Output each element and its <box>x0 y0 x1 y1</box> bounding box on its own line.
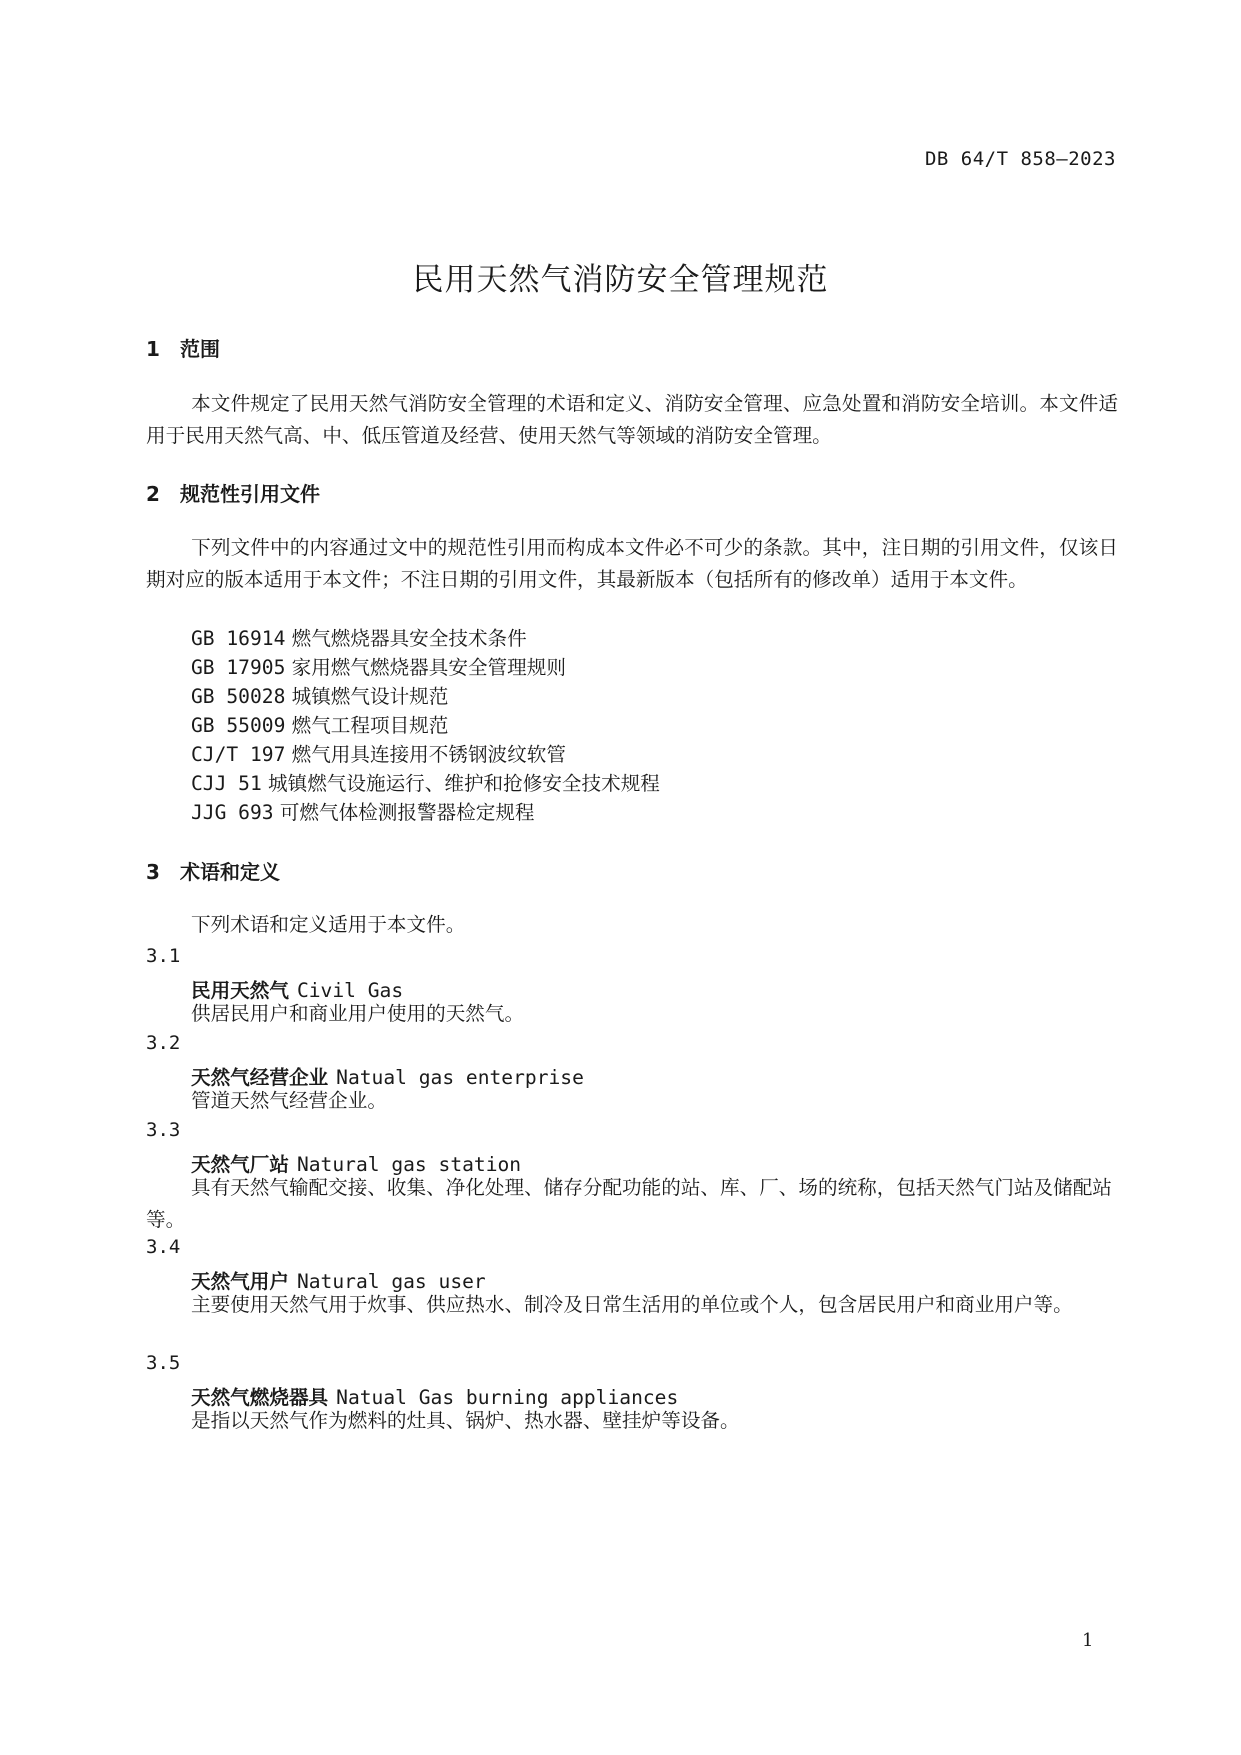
standard-number: DB 64/T 858—2023 <box>924 148 1116 170</box>
term-title: 民用天然气 Civil Gas <box>191 979 404 1002</box>
term-title: 天然气经营企业 Natual gas enterprise <box>191 1066 584 1089</box>
section-number: 2 <box>146 482 160 506</box>
clause-number: 3.4 <box>146 1236 181 1258</box>
page-number: 1 <box>1082 1630 1094 1651</box>
clause-number: 3.1 <box>146 945 181 967</box>
section-number: 1 <box>146 337 160 361</box>
clause-number: 3.5 <box>146 1352 181 1374</box>
section-heading-normative-references <box>146 478 320 507</box>
term-title: 天然气燃烧器具 Natual Gas burning appliances <box>191 1386 679 1409</box>
reference-item: CJ/T 197 燃气用具连接用不锈钢波纹软管 <box>191 743 566 766</box>
section-title: 术语和定义 <box>180 860 280 884</box>
term-definition: 主要使用天然气用于炊事、供应热水、制冷及日常生活用的单位或个人，包含居民用户和商业用户等。 <box>191 1293 1073 1316</box>
term-definition: 具有天然气输配交接、收集、净化处理、储存分配功能的站、库、厂、场的统称，包括天然气门站及储配站等。 <box>146 1176 1112 1231</box>
section-title: 规范性引用文件 <box>180 482 320 506</box>
reference-item: JJG 693 可燃气体检测报警器检定规程 <box>191 801 535 824</box>
section-heading-terms <box>146 856 280 885</box>
section-number: 3 <box>146 860 160 884</box>
reference-item: CJJ 51 城镇燃气设施运行、维护和抢修安全技术规程 <box>191 772 660 795</box>
term-title: 天然气厂站 Natural gas station <box>191 1153 522 1176</box>
section-heading-scope <box>146 333 220 362</box>
term-definition: 供居民用户和商业用户使用的天然气。 <box>191 1002 525 1025</box>
scope-paragraph: 本文件规定了民用天然气消防安全管理的术语和定义、消防安全管理、应急处置和消防安全培训。本文件适用于民用天然气高、中、低压管道及经营、使用天然气等领域的消防安全管理。 <box>146 392 1118 447</box>
clause-number: 3.2 <box>146 1032 181 1054</box>
references-paragraph: 下列文件中的内容通过文中的规范性引用而构成本文件必不可少的条款。其中，注日期的引用文件，仅该日期对应的版本适用于本文件；不注日期的引用文件，其最新版本（包括所有的修改单）适用于本文件。 <box>146 536 1118 591</box>
reference-item: GB 17905 家用燃气燃烧器具安全管理规则 <box>191 656 566 679</box>
clause-number: 3.3 <box>146 1119 181 1141</box>
reference-item: GB 55009 燃气工程项目规范 <box>191 714 449 737</box>
term-definition: 是指以天然气作为燃料的灶具、锅炉、热水器、壁挂炉等设备。 <box>191 1409 740 1432</box>
section-title: 范围 <box>180 337 220 361</box>
term-definition: 管道天然气经营企业。 <box>191 1089 387 1112</box>
term-title: 天然气用户 Natural gas user <box>191 1270 486 1293</box>
reference-item: GB 16914 燃气燃烧器具安全技术条件 <box>191 627 527 650</box>
terms-intro-paragraph: 下列术语和定义适用于本文件。 <box>191 913 466 936</box>
document-title: 民用天然气消防安全管理规范 <box>412 262 829 298</box>
reference-item: GB 50028 城镇燃气设计规范 <box>191 685 449 708</box>
